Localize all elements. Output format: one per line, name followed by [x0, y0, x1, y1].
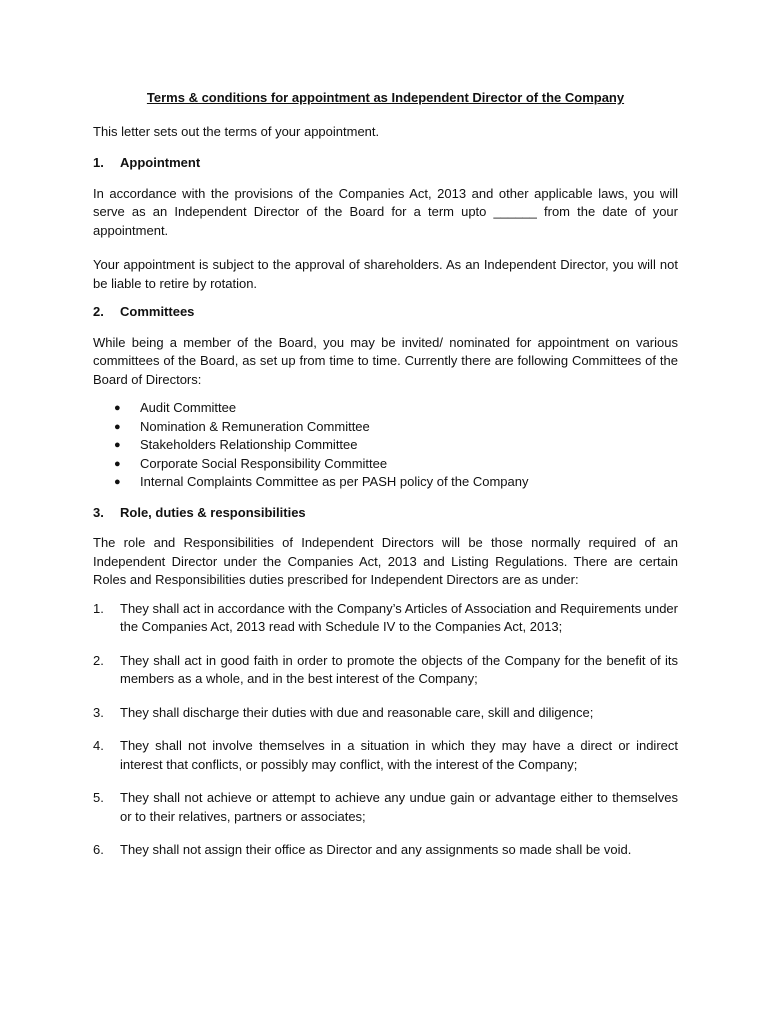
list-item	[93, 652, 678, 689]
list-item	[114, 399, 678, 418]
item-text: They shall not assign their office as Director and any assignments so made shall be void.	[120, 842, 632, 857]
committee-list	[93, 399, 678, 492]
bullet-icon: ●	[114, 402, 121, 414]
duties-list	[93, 600, 678, 860]
list-item-text: Stakeholders Relationship Committee	[140, 437, 358, 452]
item-number: 5.	[93, 790, 104, 805]
list-item	[114, 455, 678, 474]
list-item	[93, 737, 678, 774]
list-item	[114, 436, 678, 455]
paragraph: Your appointment is subject to the approval of shareholders. As an Independent Director, you will not be liable to retire by rotation.	[93, 257, 678, 291]
section-heading-committees	[93, 303, 678, 322]
bullet-icon: ●	[114, 476, 121, 488]
list-item-text: Corporate Social Responsibility Committee	[140, 455, 388, 471]
section-title: Committees	[120, 304, 195, 319]
paragraph: While being a member of the Board, you may be invited/ nominated for appointment on various committees of the Board, as set up from time to time. Currently there are following Committees of the Board of Directors:	[93, 334, 678, 387]
list-item-text: Nomination & Remuneration Committee	[140, 418, 370, 434]
item-text: They shall not achieve or attempt to achieve any undue gain or advantage either to themselves or to their relatives, partners or associates;	[120, 790, 678, 824]
bullet-icon: ●	[114, 420, 121, 433]
section-heading-appointment	[93, 154, 678, 173]
item-text: They shall not involve themselves in a situation in which they may have a direct or indirect interest that conflicts, or possibly may conflict, with the interest of the Company;	[120, 738, 678, 772]
list-item-text: Audit Committee	[140, 400, 237, 415]
list-item	[93, 789, 678, 826]
section-number: 1.	[93, 155, 104, 170]
list-item	[114, 418, 678, 437]
item-number: 4.	[93, 738, 104, 753]
section-title: Role, duties & responsibilities	[120, 504, 306, 520]
item-text: They shall discharge their duties with due and reasonable care, skill and diligence;	[120, 704, 594, 720]
list-item	[114, 473, 678, 492]
section-heading-role-duties	[93, 504, 678, 523]
paragraph: The role and Responsibilities of Independent Directors will be those normally required of an Independent Director under the Companies Act, 2013 and Listing Regulations. There are certain Roles and Responsibilities duties prescribed for Independent Directors are as under:	[93, 535, 678, 587]
item-number: 2.	[93, 652, 104, 668]
list-item-text: Internal Complaints Committee as per PASH policy of the Company	[140, 474, 529, 489]
paragraph: In accordance with the provisions of the Companies Act, 2013 and other applicable laws, you will serve as an Independent Director of the Board for a term upto ______ from the date of your appointment.	[93, 185, 678, 238]
document-title: Terms & conditions for appointment as Independent Director of the Company	[146, 90, 625, 105]
list-item	[93, 841, 678, 860]
item-number: 6.	[93, 842, 104, 857]
item-text: They shall act in accordance with the Company’s Articles of Association and Requirements under the Companies Act, 2013 read with Schedule IV to the Companies Act, 2013;	[120, 600, 678, 634]
section-number: 3.	[93, 504, 104, 520]
section-title: Appointment	[120, 155, 201, 170]
intro-text: This letter sets out the terms of your appointment.	[93, 123, 380, 139]
item-text: They shall act in good faith in order to promote the objects of the Company for the benefit of its members as a whole, and in the best interest of the Company;	[120, 652, 678, 686]
list-item	[93, 600, 678, 637]
item-number: 1.	[93, 600, 104, 616]
section-number: 2.	[93, 304, 104, 319]
item-number: 3.	[93, 704, 104, 720]
list-item	[93, 704, 678, 723]
bullet-icon: ●	[114, 439, 121, 451]
bullet-icon: ●	[114, 457, 121, 470]
